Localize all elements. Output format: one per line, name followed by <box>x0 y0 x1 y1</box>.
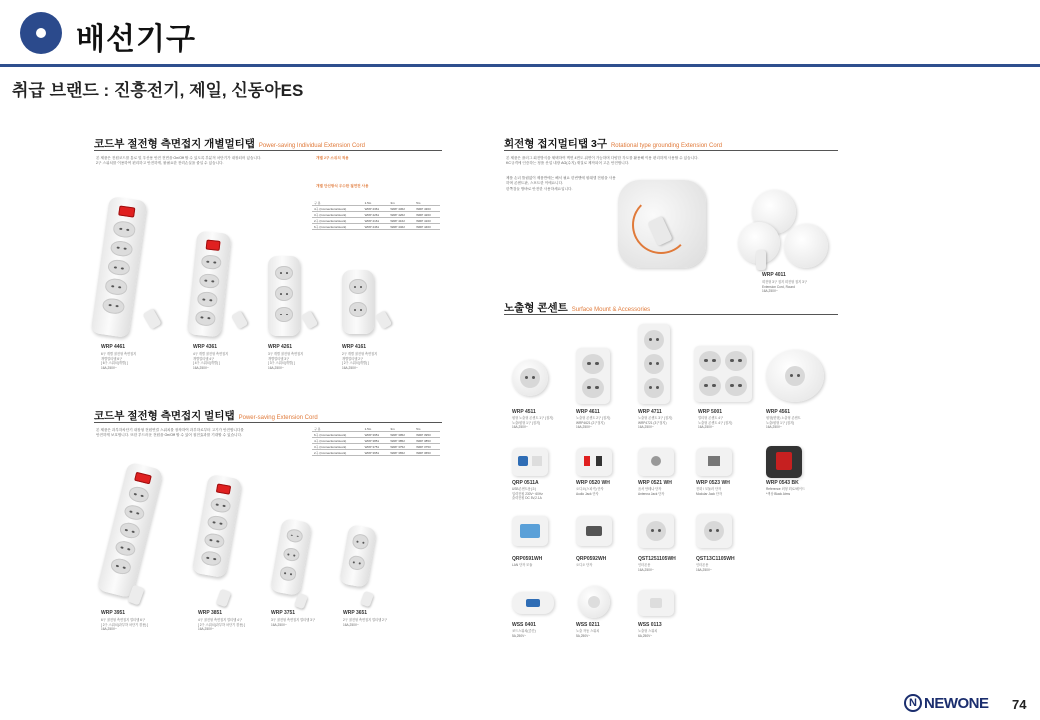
section2-spec-table: 구 분 1.5m 3m 5m 6구 (Connections/Jeunt) WRP 3951 WRP 3952 WRP 3953 4구 (Connections/Jeunt) WRP 3851 WRP 3852 WRP 3853 3구 (Connections/Jeunt) WRP 3751 WRP 3752 WRP 3753 2구 (Connections/Jeunt) WRP 3651 WRP 3652 WRP 3653 <box>312 426 440 456</box>
product-model: WRP 0523 WH <box>696 480 730 486</box>
cord-switch-image <box>512 592 554 614</box>
product-desc: 노출형 콘센트 3구 (접지) WRP4721 (3구접지) 16A,250V~ <box>638 416 673 430</box>
section3-bullets: 제품 손녀 틀림없이 제품반에는 해서 필요 한번엔에 원래앱 전원을 사용하며 콘센트판, 스포트한 이에요니다. 한쪽검들 방바로 안전한 사용하세요입니다. <box>506 176 616 191</box>
product-desc: 노출형 스위치 6A,250V~ <box>638 629 658 638</box>
round-outlet-image <box>512 360 548 396</box>
section-title-surface-mount: 노출형 콘센트 Surface Mount & Accessories <box>504 302 651 314</box>
table-row: 3구 (Connections/Jeunt) WRP 4261 WRP 4262 WRP 4263 <box>312 212 440 218</box>
table-row: 4구 (Connections/Jeunt) WRP 4361 WRP 4362 WRP 4363 <box>312 206 440 212</box>
product-model: QRP0592WH <box>576 556 607 562</box>
outlet-3gang-image <box>638 324 670 404</box>
section-title-rotational: 회전형 접지멀티탭 3구 Rotational type grounding Extension Cord <box>504 138 723 150</box>
product-desc: 인터폰용 16A,250V~ <box>696 563 712 572</box>
product-model: QST13C1105WH <box>696 556 735 562</box>
product-model: QRP0591WH <box>512 556 543 562</box>
table-row: 6구 (Connections/Jeunt) WRP 3951 WRP 3952 WRP 3953 <box>312 432 440 438</box>
product-desc: USB콘센트용(초) 입력전원 230V~ 60Hz 출력전원 DC 5V,2.1A <box>512 487 543 501</box>
product-model: QRP 0511A <box>512 480 539 486</box>
audio-jack-image <box>576 448 612 476</box>
product-model: WRP 4611 <box>576 409 600 415</box>
audio-module-image <box>576 516 612 546</box>
product-model: WSS 0211 <box>576 622 600 628</box>
product-model: WRP 5001 <box>698 409 723 415</box>
logo-n-icon: N <box>904 694 922 712</box>
section-title-individual-cord: 코드부 절전형 측면접지 개별멀티탭 Power-saving Individual Extension Cord <box>94 138 365 150</box>
table-row: 2구 (Connections/Jeunt) WRP 3651 WRP 3652 WRP 3653 <box>312 450 440 456</box>
product-desc: 오디오 단자 <box>576 563 593 567</box>
product-model: WRP 3851 <box>198 610 223 616</box>
product-desc: 전화 / 모듈러 단자 Modular Jack 단자 <box>696 487 722 496</box>
product-desc: 노출형 콘센트 2구 (접지) WRP4621 (2구접지) 16A,250V~ <box>576 416 611 430</box>
table-row: 3구 (Connections/Jeunt) WRP 3751 WRP 3752 WRP 3753 <box>312 444 440 450</box>
usb-outlet-image <box>512 448 548 476</box>
antenna-jack-image <box>638 448 674 476</box>
product-model: WRP 4261 <box>268 344 293 350</box>
section2-description: 본 제품은 과부하차단기 내장형 전원연결 스위치를 장착하여 과부하로부터 고기가 안전합니다를 안전하게 보호합니다. 또한 부드러운 전원을 On/Off 할 수 있어 절전효과를 기대할 수 있습니다. <box>96 428 244 438</box>
section-divider <box>504 150 838 151</box>
product-desc: 멀티형 콘센트 4구 노출형 콘센트 4구 (접지) 16A,250V~ <box>698 416 733 430</box>
section1-description: 본 제품은 전원코드를 통로 및 우산용 안전 전면을 On/Off 할 수 있도록 부분적 차단기가 내장되어 있습니다. 2구 스위치를 이용하여 편리하고 안전하게, 불필요한 전력손실을 줄일 수 있습니다. <box>96 156 262 166</box>
product-model: WRP 0521 WH <box>638 480 672 486</box>
surface-switch-image <box>638 590 674 616</box>
table-row: 4구 (Connections/Jeunt) WRP 3851 WRP 3852 WRP 3853 <box>312 438 440 444</box>
product-desc: 6구 개별 절전형 측면접지 개별멀티탭 6구 [ 6구 스위치(개별) ] 16A,250V~ <box>101 352 137 370</box>
product-desc: 노출 자동 스위치 5A,250V~ <box>576 629 600 638</box>
section-divider <box>94 150 442 151</box>
product-desc: 2구 개별 절전형 측면접지 개별멀티탭 2구 [ 2구 스위치(개별) ] 16A,250V~ <box>342 352 378 370</box>
product-desc: 회전형 3구 접지 회전형 접지 3구 Extension Cord, Round 16A,250V~ <box>762 280 807 294</box>
round-base-outlet-image <box>766 350 824 402</box>
section1-spec-table: 구 분 1.5m 3m 5m 4구 (Connections/Jeunt) WRP 4361 WRP 4362 WRP 4363 3구 (Connections/Jeunt) WRP 4261 WRP 4262 WRP 4263 2구 (Connections/Jeunt) WRP 4161 WRP 4162 WRP 4163 6구 (Connections/Jeunt) WRP 4461 WRP 4462 WRP 4463 <box>312 200 440 230</box>
product-model: WRP 4561 <box>766 409 791 415</box>
product-model: WRP 4161 <box>342 344 367 350</box>
product-model: WRP 4511 <box>512 409 536 415</box>
product-desc: 6구 절전형 측면접지 멀티탭 6구 [ 2구 스위치(과부하 차단기 겸용) ] 16A,250V~ <box>101 618 149 632</box>
product-model: WRP 0520 WH <box>576 480 610 486</box>
product-model: WRP 3651 <box>343 610 368 616</box>
product-model: WRP 4361 <box>193 344 218 350</box>
table-row: 2구 (Connections/Jeunt) WRP 4161 WRP 4162 WRP 4163 <box>312 218 440 224</box>
section3-description: 본 제품은 플러그 회전방식을 채택하여 벽면 4면도 위면이 가능하며 다양한 각도를 활용해 이용 편리하게 사용할 수 있습니다. KC규격에 인증하는 정품 산업 내장 AG(수지) 재질로 제작되어 고온 안전합니다. <box>506 156 699 166</box>
brand-subtitle: 취급 브랜드 : 진흥전기, 제일, 신동아ES <box>12 81 304 100</box>
section1-note-insulation: 개별 단선방식 우수한 절연전 사용 <box>316 184 369 188</box>
product-desc: 원형 노출형 콘센트 1구 (접지) 노출/원형 1구 (접지) 16A,250V~ <box>512 416 554 430</box>
product-desc: 4구 절전형 측면접지 멀티탭 4구 [ 2구 스위치(과부하 차단기 겸용) ] 16A,250V~ <box>198 618 246 632</box>
auto-switch-image <box>578 586 610 618</box>
logo-text: NEWONE <box>924 695 989 712</box>
product-desc: 옵서 안테나 단자 Antenna Jack 단자 <box>638 487 665 496</box>
section-divider <box>94 422 442 423</box>
section-divider <box>504 314 838 315</box>
product-desc: Reference 외형 회로/메이드 *색상 Black Atms <box>766 487 805 496</box>
product-desc: 코드스위치(중간) 5A,250V~ <box>512 629 536 638</box>
product-desc: 3구 절전형 측면접지 멀티탭 3구 16A,250V~ <box>271 618 316 627</box>
outlet-2gang-image <box>576 348 610 404</box>
intercom-outlet-image <box>638 514 674 548</box>
product-desc: 4구 개별 절전형 측면접지 개별멀티탭 4구 [ 4구 스위치(개별) ] 16A,250V~ <box>193 352 229 370</box>
section1-note-switch: 개별 2구 스위치 적용 <box>316 156 349 160</box>
product-model: WRP 4011 <box>762 272 786 278</box>
product-desc: 원형(변형) 노출형 콘센트 노출/원형 1구 (접지) 16A,250V~ <box>766 416 801 430</box>
intercom-outlet-2-image <box>696 514 732 548</box>
lan-module-image <box>512 516 548 546</box>
product-desc: LAN 단자 모듈 <box>512 563 533 567</box>
product-model: WRP 3951 <box>101 610 126 616</box>
product-desc: 2구 절전형 측면접지 멀티탭 2구 16A,250V~ <box>343 618 388 627</box>
modular-jack-image <box>696 448 732 476</box>
page-number: 74 <box>1012 697 1027 712</box>
page-title: 배선기구 <box>76 23 196 56</box>
product-model: WSS 0401 <box>512 622 536 628</box>
product-desc: 인터폰용 16A,250V~ <box>638 563 654 572</box>
header-bullet-icon <box>20 12 62 54</box>
product-model: QST1251105WH <box>638 556 676 562</box>
page-header <box>0 0 1040 66</box>
product-model: WSS 0113 <box>638 622 662 628</box>
product-model: WRP 4461 <box>101 344 126 350</box>
product-model: WRP 0543 BK <box>766 480 799 486</box>
header-divider <box>0 64 1040 67</box>
outlet-4gang-image <box>694 346 752 402</box>
product-desc: 오디오(스피커) 단자 Audio Jack 단자 <box>576 487 604 496</box>
product-model: WRP 3751 <box>271 610 296 616</box>
product-model: WRP 4711 <box>638 409 662 415</box>
table-row: 6구 (Connections/Jeunt) WRP 4461 WRP 4462 WRP 4463 <box>312 224 440 230</box>
section-title-extension-cord: 코드부 절전형 측면접지 멀티탭 Power-saving Extension Cord <box>94 410 318 422</box>
black-outlet-image <box>766 446 802 478</box>
product-desc: 3구 개별 절전형 측면접지 개별멀티탭 3구 [ 3구 스위치(개별) ] 16A,250V~ <box>268 352 304 370</box>
